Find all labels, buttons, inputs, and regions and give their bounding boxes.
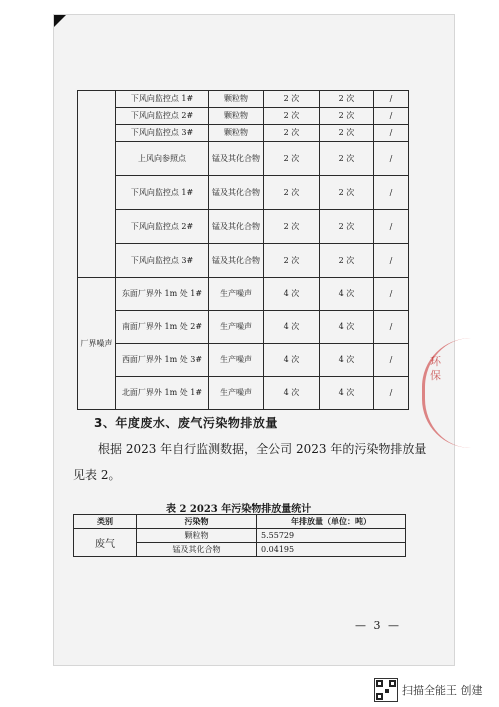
table-row: [78, 210, 409, 244]
frequency: 2 次: [320, 210, 374, 244]
frequency: 4 次: [264, 278, 320, 311]
monitoring-point: 下风向监控点 3#: [116, 125, 209, 142]
paragraph-line-1: 根据 2023 年自行监测数据，全公司 2023 年的污染物排放量: [98, 442, 427, 456]
amount: 5.55729: [257, 529, 406, 543]
scan-corner-mark: [54, 15, 66, 27]
table-row: [78, 278, 409, 311]
note: /: [374, 210, 409, 244]
pollutant: 生产噪声: [209, 377, 264, 410]
frequency: 2 次: [320, 142, 374, 176]
frequency: 4 次: [320, 278, 374, 311]
frequency: 2 次: [320, 91, 374, 108]
frequency: 2 次: [264, 210, 320, 244]
column-header: 类别: [74, 515, 137, 529]
pollutant: 颗粒物: [209, 91, 264, 108]
frequency: 2 次: [264, 108, 320, 125]
category-cell: 废气: [74, 529, 137, 557]
table-row: [78, 244, 409, 278]
seal-text: 环保: [430, 355, 441, 382]
monitoring-point: 南面厂界外 1m 处 2#: [116, 311, 209, 344]
frequency: 2 次: [264, 244, 320, 278]
note: /: [374, 142, 409, 176]
table-row: [78, 344, 409, 377]
frequency: 4 次: [320, 377, 374, 410]
scanner-watermark: [374, 679, 483, 701]
column-header: 年排放量（单位：吨）: [257, 515, 406, 529]
frequency: 2 次: [320, 108, 374, 125]
pollutant: 锰及其化合物: [209, 142, 264, 176]
table-row: [78, 142, 409, 176]
note: /: [374, 108, 409, 125]
monitoring-point: 下风向监控点 1#: [116, 176, 209, 210]
qr-code-icon: [374, 678, 398, 702]
frequency: 2 次: [320, 244, 374, 278]
note: /: [374, 311, 409, 344]
frequency: 2 次: [264, 91, 320, 108]
pollutant: 锰及其化合物: [209, 176, 264, 210]
frequency: 4 次: [320, 344, 374, 377]
frequency: 2 次: [320, 125, 374, 142]
frequency: 4 次: [264, 344, 320, 377]
pollutant: 颗粒物: [209, 125, 264, 142]
pollutant: 生产噪声: [209, 278, 264, 311]
frequency: 2 次: [264, 125, 320, 142]
monitoring-table: [77, 90, 409, 410]
note: /: [374, 278, 409, 311]
table-caption: 表 2 2023 年污染物排放量统计: [166, 504, 312, 515]
monitoring-point: 西面厂界外 1m 处 3#: [116, 344, 209, 377]
monitoring-point: 北面厂界外 1m 处 1#: [116, 377, 209, 410]
column-header: 污染物: [137, 515, 257, 529]
frequency: 4 次: [320, 311, 374, 344]
pollutant: 生产噪声: [209, 311, 264, 344]
group-cell-air: [78, 91, 116, 278]
frequency: 2 次: [264, 142, 320, 176]
note: /: [374, 176, 409, 210]
monitoring-point: 下风向监控点 2#: [116, 108, 209, 125]
table-row: [78, 377, 409, 410]
frequency: 4 次: [264, 377, 320, 410]
emissions-table: [73, 514, 406, 557]
note: /: [374, 125, 409, 142]
pollutant: 颗粒物: [137, 529, 257, 543]
table-row: [78, 176, 409, 210]
pollutant: 颗粒物: [209, 108, 264, 125]
page-number: — 3 —: [355, 619, 401, 632]
monitoring-point: 东面厂界外 1m 处 1#: [116, 278, 209, 311]
watermark-text: 扫描全能王 创建: [402, 684, 483, 697]
monitoring-point: 上风向参照点: [116, 142, 209, 176]
section-heading: 3、年度废水、废气污染物排放量: [94, 416, 278, 430]
pollutant: 锰及其化合物: [137, 543, 257, 557]
amount: 0.04195: [257, 543, 406, 557]
table-row: [74, 529, 406, 543]
pollutant: 生产噪声: [209, 344, 264, 377]
frequency: 2 次: [320, 176, 374, 210]
pollutant: 锰及其化合物: [209, 210, 264, 244]
note: /: [374, 244, 409, 278]
note: /: [374, 377, 409, 410]
group-cell-noise: 厂界噪声: [78, 278, 116, 410]
pollutant: 锰及其化合物: [209, 244, 264, 278]
note: /: [374, 91, 409, 108]
table-header-row: [74, 515, 406, 529]
note: /: [374, 344, 409, 377]
monitoring-point: 下风向监控点 1#: [116, 91, 209, 108]
table-row: [78, 311, 409, 344]
monitoring-point: 下风向监控点 2#: [116, 210, 209, 244]
table-row: [78, 91, 409, 108]
paragraph-line-2: 见表 2。: [73, 468, 121, 482]
table-row: [78, 108, 409, 125]
table-row: [78, 125, 409, 142]
frequency: 2 次: [264, 176, 320, 210]
frequency: 4 次: [264, 311, 320, 344]
monitoring-point: 下风向监控点 3#: [116, 244, 209, 278]
